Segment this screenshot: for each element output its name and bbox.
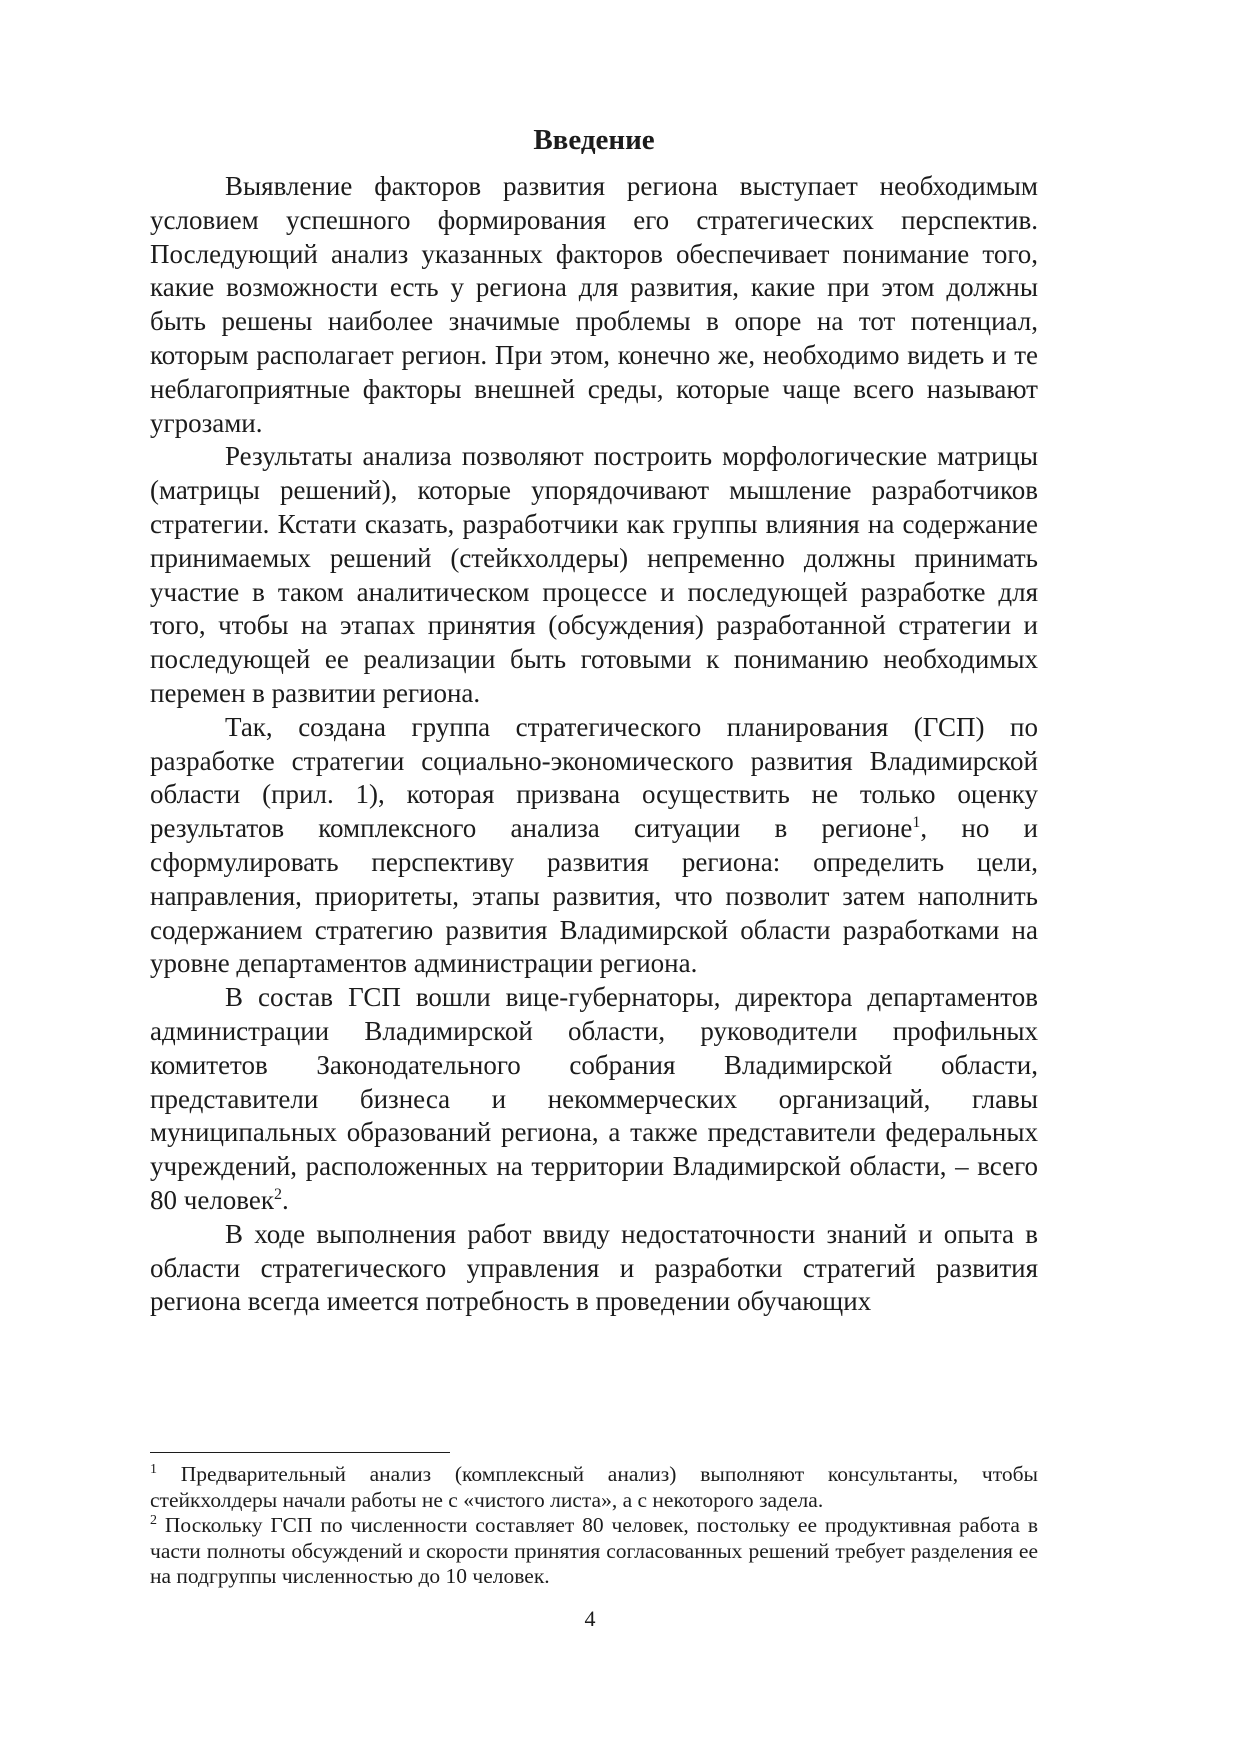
body-text bbox=[150, 170, 1038, 1319]
footnotes bbox=[150, 1452, 1038, 1590]
footnote-ref-1[interactable]: 1 bbox=[912, 814, 921, 832]
paragraph-2 bbox=[150, 440, 1038, 710]
footnote-separator bbox=[150, 1452, 450, 1453]
paragraph-text: Результаты анализа позволяют построить морфологические матрицы (матрицы решений), которые упорядочивают мышление разработчиков стратегии. Кстати сказать, разработчики как группы влияния на содержание принимаемых решений (стейкхолдеры) непременно должны принимать участие в таком аналитическом процессе и последующей разработке для того, чтобы на этапах принятия (обсуждения) разработанной стратегии и последующей ее реализации быть готовыми к пониманию необходимых перемен в развитии региона. bbox=[150, 441, 1038, 708]
paragraph-1 bbox=[150, 170, 1038, 440]
paragraph-text: . bbox=[281, 1184, 289, 1215]
footnote-text: Поскольку ГСП по численности составляет 80 человек, постольку ее продуктивная работа в части полноты обсуждений и скорости принятия согласованных решений требует разделения ее на подгруппы численностью до 10 человек. bbox=[150, 1513, 1038, 1588]
footnote-ref-2[interactable]: 2 bbox=[273, 1185, 282, 1203]
paragraph-5 bbox=[150, 1218, 1038, 1319]
paragraph-text: Так, создана группа стратегического планирования (ГСП) по разработке стратегии социально-экономического развития Владимирской области (прил. 1), которая призвана осуществить не только оценку результатов комплексного анализа ситуации в регионе bbox=[150, 711, 1038, 844]
paragraph-text: , но и сформулировать перспективу развития региона: определить цели, направления, приоритеты, этапы развития, что позволит затем наполнить содержанием стратегию развития Владимирской области разработками на уровне департаментов администрации региона. bbox=[150, 813, 1038, 979]
footnote-number: 1 bbox=[150, 1461, 157, 1477]
footnote-text: Предварительный анализ (комплексный анализ) выполняют консультанты, чтобы стейкхолдеры начали работы не с «чистого листа», а с некоторого задела. bbox=[150, 1462, 1038, 1512]
paragraph-text: Выявление факторов развития региона выступает необходимым условием успешного формирования его стратегических перспектив. Последующий анализ указанных факторов обеспечивает понимание того, какие возможности есть у региона для развития, какие при этом должны быть решены наиболее значимые проблемы в опоре на тот потенциал, которым располагает регион. При этом, конечно же, необходимо видеть и те неблагоприятные факторы внешней среды, которые чаще всего называют угрозами. bbox=[150, 171, 1038, 438]
footnote-1 bbox=[150, 1462, 1038, 1513]
footnote-number: 2 bbox=[150, 1512, 157, 1528]
page-content bbox=[150, 118, 1038, 1319]
paragraph-3 bbox=[150, 711, 1038, 981]
page-number: 4 bbox=[584, 1606, 596, 1631]
paragraph-text: В ходе выполнения работ ввиду недостаточности знаний и опыта в области стратегического управления и разработки стратегий развития региона всегда имеется потребность в проведении обучающих bbox=[150, 1218, 1038, 1317]
paragraph-text: В состав ГСП вошли вице-губернаторы, директора департаментов администрации Владимирской области, руководители профильных комитетов Законодательного собрания Владимирской области, представители бизнеса и некоммерческих организаций, главы муниципальных образований региона, а также представители федеральных учреждений, расположенных на территории Владимирской области, – всего 80 человек bbox=[150, 982, 1038, 1215]
footnote-2 bbox=[150, 1513, 1038, 1590]
page-title: Введение bbox=[533, 124, 655, 156]
paragraph-4 bbox=[150, 981, 1038, 1218]
